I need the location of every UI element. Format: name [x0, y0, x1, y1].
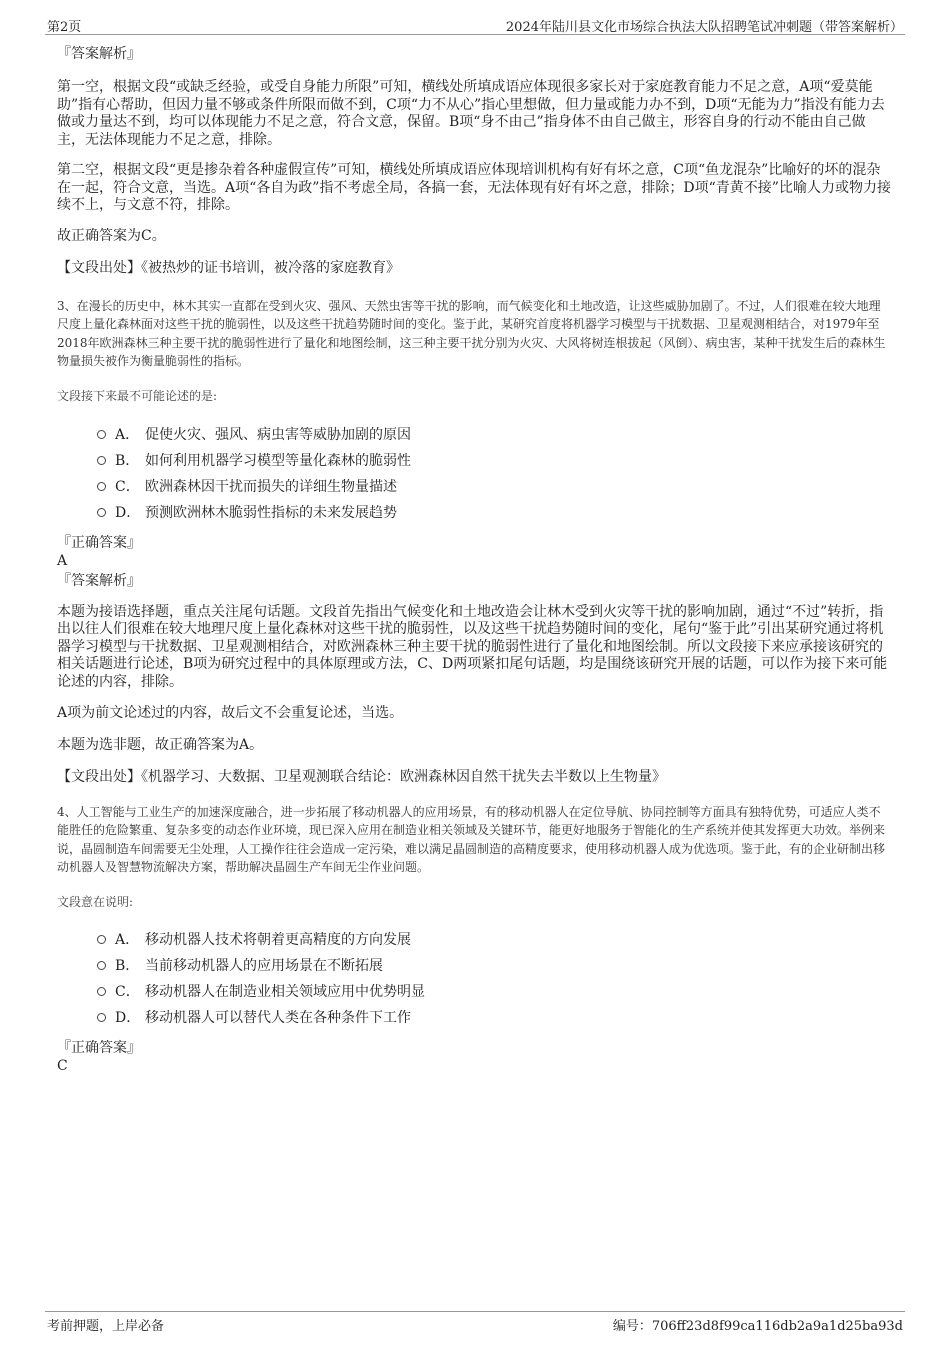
q3-source: 【文段出处】《机器学习、大数据、卫星观测联合结论：欧洲森林因自然干扰失去半数以上生物量》: [57, 769, 666, 785]
q3-answer-statement: 本题为选非题，故正确答案为A。: [57, 736, 264, 753]
q3-option-c[interactable]: C． 欧洲森林因干扰而损失的详细生物量描述: [57, 474, 892, 500]
q4-option-b[interactable]: B． 当前移动机器人的应用场景在不断拓展: [57, 953, 892, 979]
page-number: 第2页: [47, 20, 82, 35]
q3-options: [57, 422, 892, 526]
q3-analysis-label: 『答案解析』: [57, 572, 141, 589]
q3-option-a[interactable]: A． 促使火灾、强风、病虫害等威胁加剧的原因: [57, 422, 892, 448]
q4-answer-label: 『正确答案』: [57, 1039, 141, 1056]
q2-analysis-paragraph-1: 第一空，根据文段“或缺乏经验，或受自身能力所限”可知，横线处所填成语应体现很多家长对于家庭教育能力不足之意，A项“爱莫能助”指有心帮助，但因力量不够或条件所限而做不到，C项“力不从心”指心里想做，但力量或能力办不到，D项“无能为力”指没有能力去做或力量达不到，均可以体现能力不足之意，符合文意，保留。B项“身不由己”指身体不由自己做主，形容自身的行动不能由自己做主，无法体现能力不足之意，排除。: [57, 79, 885, 148]
radio-icon[interactable]: [97, 987, 106, 996]
radio-icon[interactable]: [97, 456, 106, 465]
q4-options: [57, 927, 892, 1031]
q3-option-b[interactable]: B． 如何利用机器学习模型等量化森林的脆弱性: [57, 448, 892, 474]
q4-option-a[interactable]: A． 移动机器人技术将朝着更高精度的方向发展: [57, 927, 892, 953]
radio-icon[interactable]: [97, 508, 106, 517]
q3-option-d[interactable]: D． 预测欧洲林木脆弱性指标的未来发展趋势: [57, 500, 892, 526]
page-footer: [45, 1311, 905, 1334]
q4-question-text: 4、人工智能与工业生产的加速深度融合，进一步拓展了移动机器人的应用场景，有的移动机器人在定位导航、协同控制等方面具有独特优势，可适应人类不能胜任的危险繁重、复杂多变的动态作业环境，现已深入应用在制造业相关领域及关键环节，能更好地服务于智能化的生产系统并使其发挥更大功效。举例来说，晶圆制造车间需要无尘处理，人工操作往往会造成一定污染，难以满足晶圆制造的高精度要求，使用移动机器人成为优选项。鉴于此，有的企业研制出移动机器人及智慧物流解决方案，帮助解决晶圆生产车间无尘作业问题。: [57, 804, 886, 874]
document-title: 2024年陆川县文化市场综合执法大队招聘笔试冲刺题（带答案解析）: [505, 20, 903, 35]
radio-icon[interactable]: [97, 1013, 106, 1022]
radio-icon[interactable]: [97, 482, 106, 491]
radio-icon[interactable]: [97, 430, 106, 439]
q3-analysis-paragraph-2: A项为前文论述过的内容，故后文不会重复论述，当选。: [57, 705, 404, 721]
radio-icon[interactable]: [97, 961, 106, 970]
q4-answer: C: [57, 1057, 68, 1074]
q3-analysis-paragraph-1: 本题为接语选择题，重点关注尾句话题。文段首先指出气候变化和土地改造会让林木受到火灾等干扰的影响加剧，通过“不过”转折，指出以往人们很难在较大地理尺度上量化森林对这些干扰的脆弱性，以及这些干扰趋势随时间的变化，尾句“鉴于此”引出某研究通过将机器学习模型与干扰数据、卫星观测相结合，对欧洲森林三种主要干扰的脆弱性进行了量化和地图绘制。所以文段接下来应承接该研究的相关话题进行论述，B项为研究过程中的具体原理或方法，C、D两项紧扣尾句话题，均是围绕该研究开展的话题，可以作为接下来可能论述的内容，排除。: [57, 603, 888, 690]
q4-option-c[interactable]: C． 移动机器人在制造业相关领域应用中优势明显: [57, 979, 892, 1005]
footer-slogan: 考前押题，上岸必备: [47, 1319, 165, 1334]
page-content: [57, 44, 892, 1075]
q2-analysis-paragraph-2: 第二空，根据文段“更是掺杂着各种虚假宣传”可知，横线处所填成语应体现培训机构有好有坏之意，C项“鱼龙混杂”比喻好的坏的混杂在一起，符合文意，当选。A项“各自为政”指不考虑全局，各搞一套，无法体现有好有坏之意，排除；D项“青黄不接”比喻人力或物力接续不上，与文意不符，排除。: [57, 162, 891, 213]
q3-prompt: 文段接下来最不可能论述的是:: [57, 388, 218, 403]
q2-source: 【文段出处】《被热炒的证书培训，被冷落的家庭教育》: [57, 260, 400, 276]
q4-prompt: 文段意在说明:: [57, 894, 134, 909]
q4-option-d[interactable]: D． 移动机器人可以替代人类在各种条件下工作: [57, 1005, 892, 1031]
q2-answer-statement: 故正确答案为C。: [57, 227, 166, 244]
q3-answer-label: 『正确答案』: [57, 534, 141, 551]
document-id: 编号：706ff23d8f99ca116db2a9a1d25ba93d: [612, 1319, 903, 1334]
page-header: [45, 14, 905, 35]
q3-answer: A: [57, 552, 68, 569]
q2-analysis-label: 『答案解析』: [57, 46, 141, 62]
radio-icon[interactable]: [97, 935, 106, 944]
q3-question-text: 3、在漫长的历史中，林木其实一直都在受到火灾、强风、天然虫害等干扰的影响，而气候变化和土地改造，让这些威胁加剧了。不过，人们很难在较大地理尺度上量化森林面对这些干扰的脆弱性，以及这些干扰趋势随时间的变化。鉴于此，某研究首度将机器学习模型与干扰数据、卫星观测相结合，对1979年至2018年欧洲森林三种主要干扰的脆弱性进行了量化和地图绘制，这三种主要干扰分别为火灾、大风将树连根拔起（风倒）、病虫害，某种干扰发生后的森林生物量损失被作为衡量脆弱性的指标。: [57, 298, 886, 368]
